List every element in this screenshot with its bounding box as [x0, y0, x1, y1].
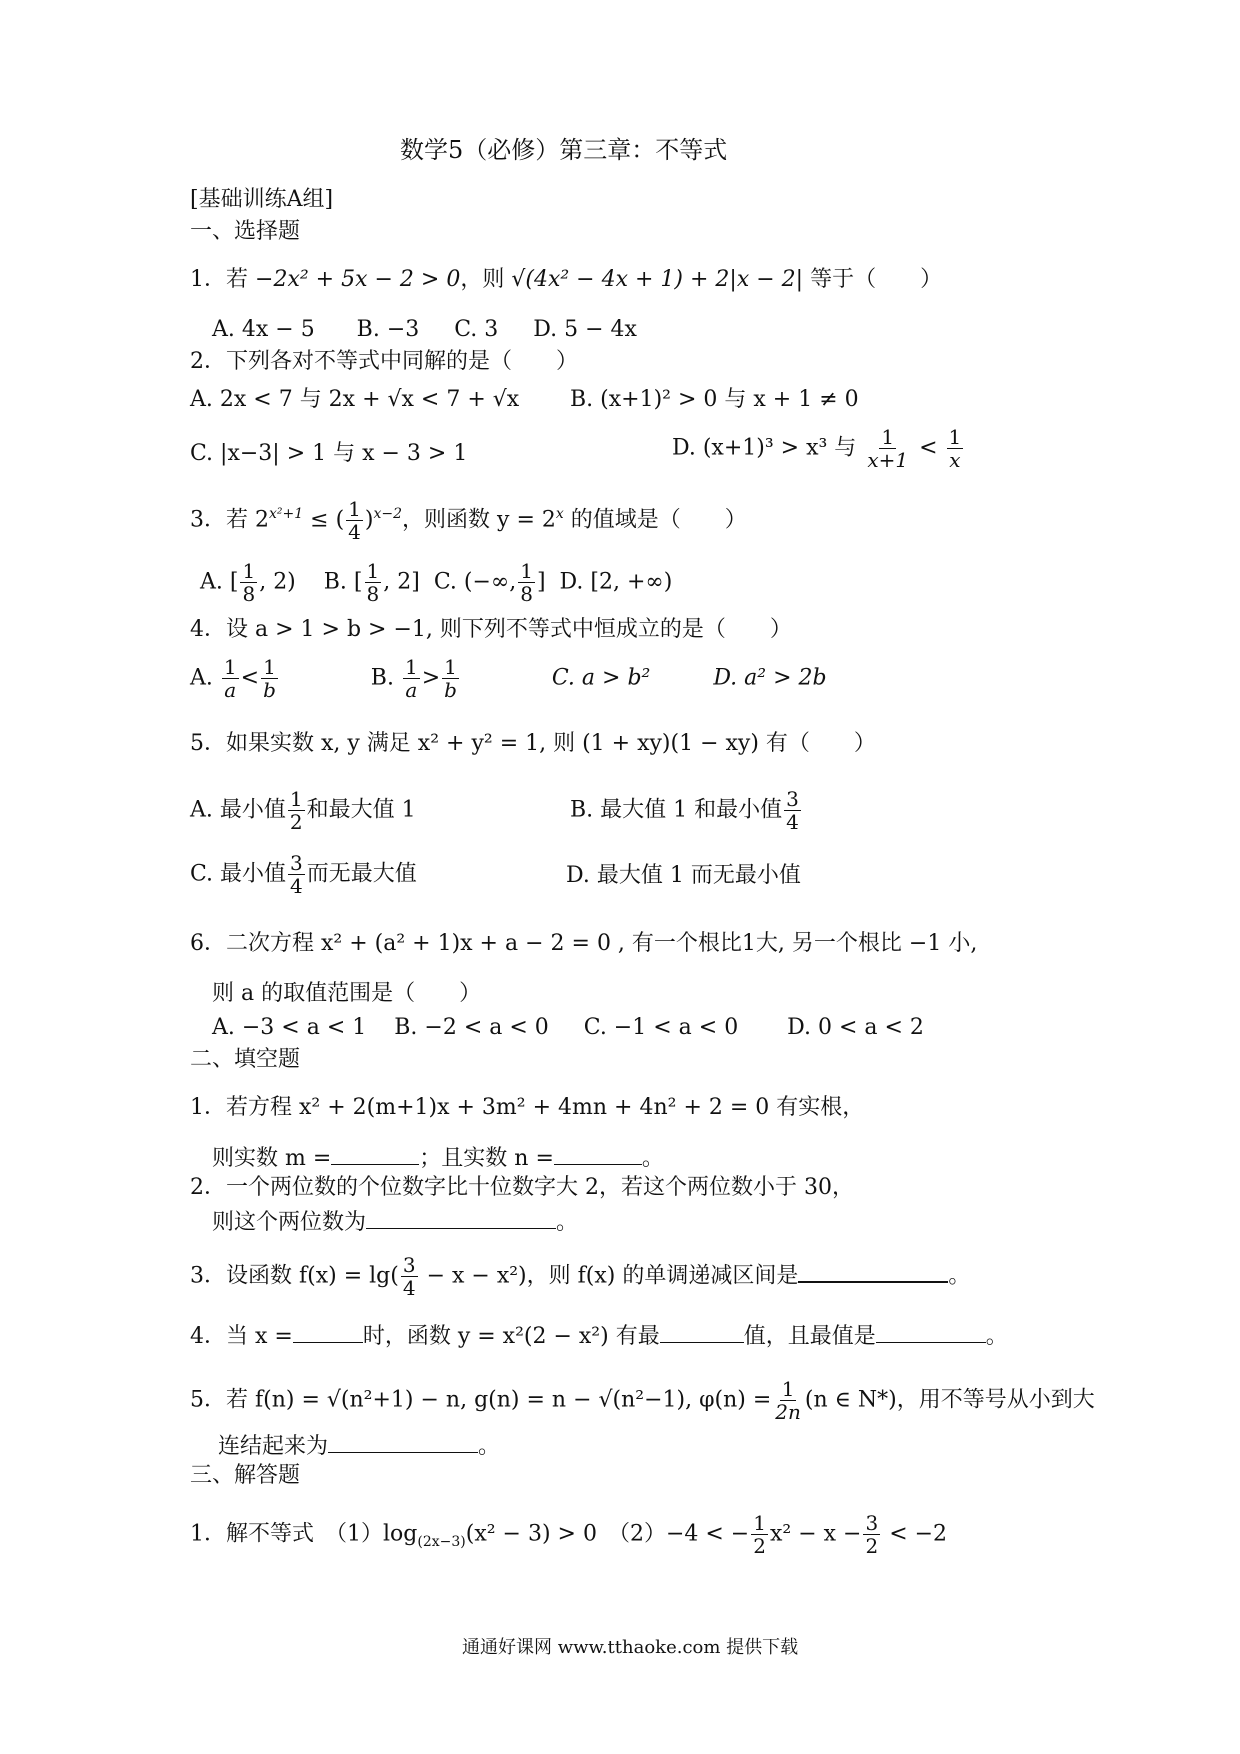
fraction: $\frac{1}{8}$ — [242, 559, 256, 606]
answer-blank — [328, 1430, 478, 1453]
fill-q2: 2．一个两位数的个位数字比十位数字大 2，若这个两位数小于 30， — [190, 1175, 854, 1200]
fraction: $\frac{1}{a}$ — [223, 655, 237, 702]
page-footer: 通通好课网 www.tthaoke.com 提供下载 — [462, 1637, 799, 1658]
choice-q6-options: A. −3 < a < 1 B. −2 < a < 0 C. −1 < a < 0 D. 0 < a < 2 — [212, 1015, 924, 1040]
page-title: 数学5（必修）第三章：不等式 — [400, 136, 728, 164]
answer-blank — [660, 1320, 744, 1343]
fraction: $\frac{1}{x+1}$ — [867, 425, 909, 472]
fraction: $\frac{1}{2n}$ — [775, 1377, 801, 1424]
fraction: $\frac{1}{8}$ — [366, 559, 380, 606]
fraction: $\frac{3}{2}$ — [865, 1511, 879, 1558]
fill-q3: 3．设函数 f(x) = lg( $\frac{3}{4}$ − x − x²)，则 f(x) 的单调递减区间是 。 — [190, 1253, 971, 1300]
answer-blank — [331, 1142, 419, 1165]
section-fill: 二、填空题 — [190, 1047, 301, 1072]
choice-q6-stem2: 则 a 的取值范围是（ ） — [212, 981, 482, 1006]
choice-q5-option-b: B. 最大值 1 和最小值 $\frac{3}{4}$ — [570, 787, 799, 834]
fraction: $\frac{1}{2}$ — [753, 1511, 766, 1558]
fraction: $\frac{1}{4}$ — [348, 497, 361, 544]
fill-q4: 4．当 x = 时，函数 y = x²(2 − x²) 有最 值，且最值是 。 — [190, 1320, 1008, 1351]
fill-q1: 1．若方程 x² + 2(m+1)x + 3m² + 4mn + 4n² + 2 = 0 有实根， — [190, 1095, 865, 1120]
choice-q2: 2．下列各对不等式中同解的是（ ） — [190, 349, 579, 374]
fraction: $\frac{3}{4}$ — [290, 851, 303, 898]
group-label: [基础训练A组] — [190, 187, 334, 212]
choice-q3-options: A. [ $\frac{1}{8}$ , 2) B. [ $\frac{1}{8}$ , 2] C. (−∞, $\frac{1}{8}$ ] D. [2, +∞) — [200, 559, 673, 606]
choice-q2-option-c: C. |x−3| > 1 与 x − 3 > 1 — [190, 441, 468, 466]
choice-q5: 5．如果实数 x, y 满足 x² + y² = 1, 则 (1 + xy)(1 − xy) 有（ ） — [190, 731, 876, 756]
choice-q2-option-a: A. 2x < 7 与 2x + √x < 7 + √x — [190, 387, 520, 412]
choice-q4: 4．设 a > 1 > b > −1, 则下列不等式中恒成立的是（ ） — [190, 617, 792, 642]
choice-q3: 3．若 $2^{x^2+1}$ ≤ ( $\frac{1}{4}$ )$^{x-2}$，则函数 $y = 2^x$ 的值域是（ ） — [190, 497, 747, 544]
fraction: $\frac{1}{b}$ — [444, 655, 457, 702]
fraction: $\frac{3}{4}$ — [786, 787, 799, 834]
fraction: $\frac{1}{b}$ — [263, 655, 276, 702]
choice-q5-option-d: D. 最大值 1 而无最小值 — [566, 863, 801, 888]
answer-blank — [554, 1142, 642, 1165]
choice-q5-option-c: C. 最小值 $\frac{3}{4}$ 而无最大值 — [190, 851, 417, 898]
fill-q5: 5．若 f(n) = √(n²+1) − n, g(n) = n − √(n²−1), φ(n) = $\frac{1}{2n}$ (n ∈ N*)，用不等号从小到大 — [190, 1377, 1095, 1424]
fraction: $\frac{1}{a}$ — [404, 655, 418, 702]
choice-q2-option-d: D. (x+1)³ > x³ 与 $\frac{1}{x+1}$ < $\frac{1}{x}$ — [672, 425, 962, 472]
section-choice: 一、选择题 — [190, 219, 301, 244]
choice-q4-options: A. $\frac{1}{a}$ < $\frac{1}{b}$ B. $\frac{1}{a}$ > $\frac{1}{b}$ C. a > b² D. a² > 2b — [190, 655, 827, 702]
answer-blank — [798, 1259, 948, 1283]
answer-blank — [366, 1206, 556, 1229]
fraction: $\frac{1}{2}$ — [289, 787, 303, 834]
choice-q1: 1．若 −2x² + 5x − 2 > 0，则 √(4x² − 4x + 1) + 2|x − 2| 等于（ ） — [190, 267, 943, 292]
answer-blank — [876, 1320, 986, 1343]
solve-q1: 1．解不等式 $(1)\log_{(2x-3)}(x^2 - 3) > 0$ （2）−4 < − $\frac{1}{2}$ x² − x − $\frac{3}{2}$ < −2 — [190, 1511, 948, 1558]
answer-blank — [293, 1320, 363, 1343]
section-solve: 三、解答题 — [190, 1463, 301, 1488]
fill-q1-answer: 则实数 m = ；且实数 n = 。 — [212, 1142, 664, 1173]
choice-q1-options: A. 4x − 5 B. −3 C. 3 D. 5 − 4x — [212, 317, 637, 342]
fill-q5-answer: 连结起来为 。 — [218, 1430, 500, 1461]
choice-q2-option-b: B. (x+1)² > 0 与 x + 1 ≠ 0 — [570, 387, 859, 412]
fraction: $\frac{1}{x}$ — [948, 425, 962, 472]
fill-q2-answer: 则这个两位数为 。 — [212, 1206, 578, 1237]
fraction: $\frac{1}{8}$ — [520, 559, 533, 606]
fraction: $\frac{3}{4}$ — [402, 1253, 416, 1300]
choice-q6: 6．二次方程 x² + (a² + 1)x + a − 2 = 0 , 有一个根比1大, 另一个根比 −1 小, — [190, 931, 978, 956]
choice-q5-option-a: A. 最小值 $\frac{1}{2}$ 和最大值 1 — [190, 787, 416, 834]
